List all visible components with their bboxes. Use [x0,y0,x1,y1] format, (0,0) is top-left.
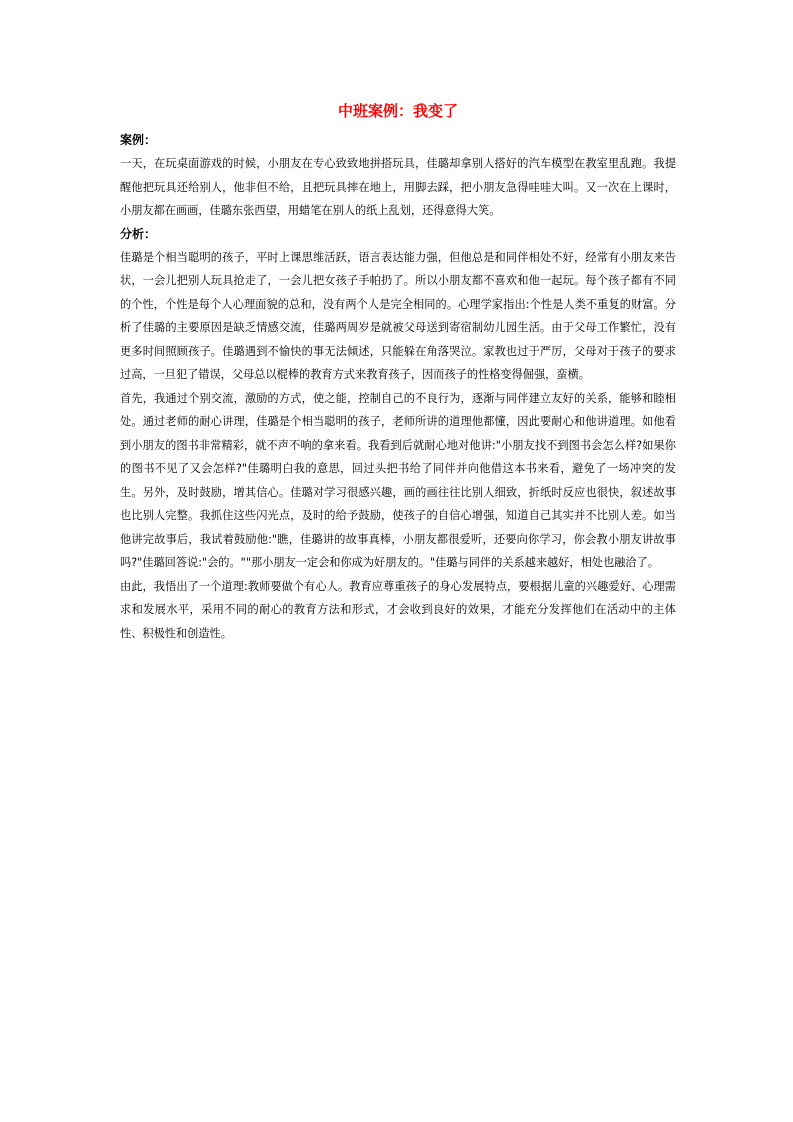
document-body [120,100,676,645]
analysis-paragraph-1: 佳璐是个相当聪明的孩子，平时上课思维活跃，语言表达能力强，但他总是和同伴相处不好，经常有小朋友来告状，一会儿把别人玩具抢走了，一会儿把女孩子手帕扔了。所以小朋友都不喜欢和他一起玩。每个孩子都有不同的个性，个性是每个人心理面貌的总和，没有两个人是完全相同的。心理学家指出:个性是人类不重复的财富。分析了佳璐的主要原因是缺乏情感交流，佳璐两周岁是就被父母送到寄宿制幼儿园生活。由于父母工作繁忙，没有更多时间照顾孩子。佳璐遇到不愉快的事无法倾述，只能躲在角落哭泣。家教也过于严厉，父母对于孩子的要求过高，一旦犯了错误，父母总以棍棒的教育方式来教育孩子，因而孩子的性格变得倔强，蛮横。 [120,250,676,381]
page-title: 中班案例：我变了 [337,102,458,120]
analysis-heading: 分析： [120,226,157,241]
case-paragraph: 一天，在玩桌面游戏的时候，小朋友在专心致致地拼搭玩具，佳璐却拿别人搭好的汽车模型在教室里乱跑。我提醒他把玩具还给别人，他非但不给，且把玩具摔在地上，用脚去踩，把小朋友急得哇哇大叫。又一次在上课时，小朋友都在画画，佳璐东张西望，用蜡笔在别人的纸上乱划，还得意得大笑。 [120,157,676,217]
analysis-paragraph-3: 由此，我悟出了一个道理:教师要做个有心人。教育应尊重孩子的身心发展特点，要根据儿童的兴趣爱好、心理需求和发展水平，采用不同的耐心的教育方法和形式，才会收到良好的效果，才能充分发挥他们在活动中的主体性、积极性和创造性。 [120,579,676,640]
case-heading: 案例： [120,133,157,147]
analysis-paragraph-2: 首先，我通过个别交流，激励的方式，使之能，控制自己的不良行为，逐渐与同伴建立友好的关系，能够和睦相处。通过老师的耐心讲理，佳璐是个相当聪明的孩子，老师所讲的道理他都懂，因此要耐心和他讲道理。如他看到小朋友的图书非常精彩，就不声不响的拿来看。我看到后就耐心地对他讲:"小朋友找不到图书会怎么样?如果你的图书不见了又会怎样?"佳璐明白我的意思，回过头把书给了同伴并向他借这本书来看，避免了一场冲突的发生。另外，及时鼓励，增其信心。佳璐对学习很感兴趣，画的画往往比别人细致，折纸时反应也很快，叙述故事也比别人完整。我抓住这些闪光点，及时的给予鼓励，使孩子的自信心增强，知道自己其实并不比别人差。如当他讲完故事后，我试着鼓励他:"瞧，佳璐讲的故事真棒，小朋友都很爱听，还要向你学习，你会教小朋友讲故事吗?"佳璐回答说:"会的。""那小朋友一定会和你成为好朋友的。"佳璐与同伴的关系越来越好，相处也融洽了。 [120,391,676,569]
